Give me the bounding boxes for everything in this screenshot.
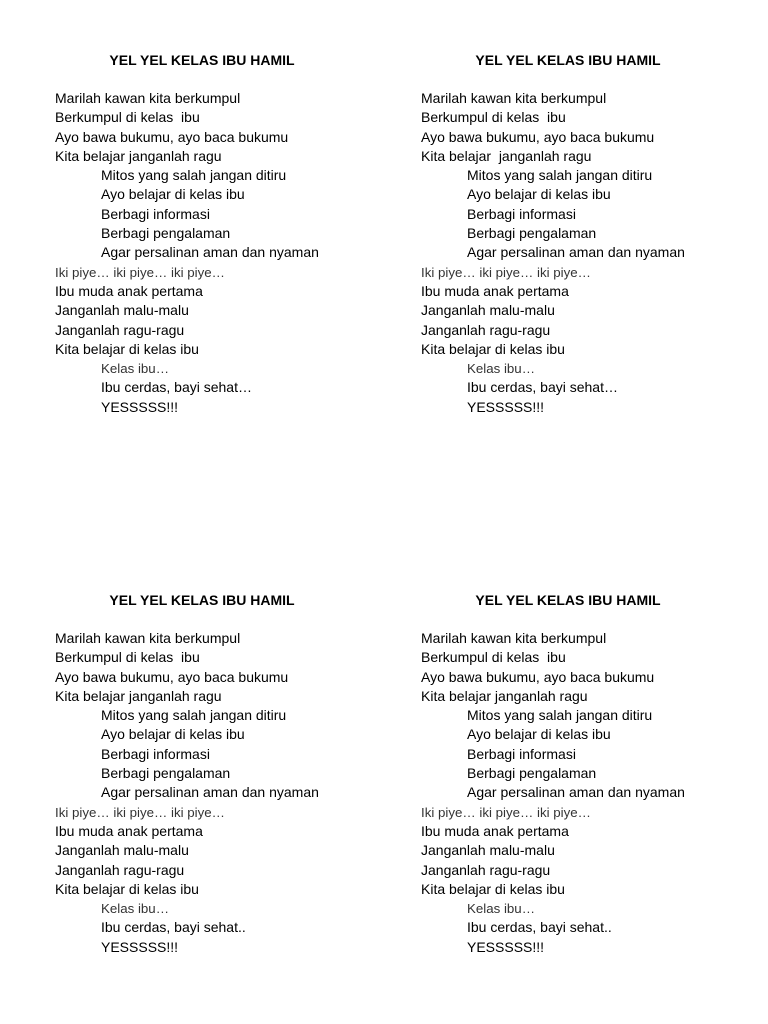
lyric-line: Mitos yang salah jangan ditiru [467, 167, 653, 184]
lyric-line: Kita belajar janganlah ragu [421, 147, 592, 164]
lyric-line: Ayo belajar di kelas ibu [101, 726, 245, 743]
lyric-line: Ibu cerdas, bayi sehat… [101, 379, 252, 396]
lyric-line: Ayo belajar di kelas ibu [101, 186, 245, 203]
lyric-line: Janganlah ragu-ragu [55, 321, 185, 338]
lyrics [55, 629, 385, 957]
song-title: YEL YEL KELAS IBU HAMIL [475, 592, 661, 608]
lyric-line: Berbagi pengalaman [101, 765, 231, 782]
lyric-line: Kita belajar janganlah ragu [421, 687, 588, 704]
lyrics [55, 89, 385, 417]
song-block-top-right [421, 51, 751, 417]
lyric-line: Berbagi informasi [101, 745, 210, 762]
lyric-line: Ayo belajar di kelas ibu [467, 726, 611, 743]
lyric-line: Kelas ibu… [467, 901, 535, 917]
lyric-line: Agar persalinan aman dan nyaman [467, 244, 685, 261]
lyric-line: YESSSSS!!! [467, 398, 545, 415]
lyric-line: Berbagi pengalaman [467, 225, 597, 242]
lyric-line: Ibu cerdas, bayi sehat… [467, 379, 618, 396]
lyric-line: Berkumpul di kelas ibu [421, 649, 566, 666]
lyric-line: Janganlah malu-malu [421, 842, 555, 859]
song-block-bottom-right [421, 591, 751, 957]
song-block-bottom-left [55, 591, 385, 957]
lyric-line: Janganlah ragu-ragu [55, 861, 185, 878]
lyric-line: Ibu muda anak pertama [55, 822, 203, 839]
lyric-line: Kita belajar di kelas ibu [55, 340, 199, 357]
song-title: YEL YEL KELAS IBU HAMIL [109, 52, 295, 68]
lyric-line: Berkumpul di kelas ibu [55, 109, 200, 126]
lyric-line: Janganlah ragu-ragu [421, 861, 551, 878]
lyric-line: Iki piye… iki piye… iki piye… [421, 264, 591, 280]
lyric-line: YESSSSS!!! [101, 398, 179, 415]
lyric-line: Berkumpul di kelas ibu [55, 649, 200, 666]
lyrics [421, 89, 751, 417]
lyric-line: Marilah kawan kita berkumpul [55, 90, 241, 106]
lyric-line: Iki piye… iki piye… iki piye… [55, 804, 225, 820]
lyric-line: Ibu muda anak pertama [421, 822, 569, 839]
lyric-line: Ayo bawa bukumu, ayo baca bukumu [55, 128, 289, 145]
song-title: YEL YEL KELAS IBU HAMIL [109, 592, 295, 608]
lyric-line: Berbagi informasi [101, 205, 210, 222]
lyric-line: Berkumpul di kelas ibu [421, 109, 566, 126]
lyric-line: Agar persalinan aman dan nyaman [101, 784, 319, 801]
lyric-line: Ibu cerdas, bayi sehat.. [101, 919, 246, 936]
lyric-line: Kita belajar di kelas ibu [421, 340, 565, 357]
lyric-line: Kita belajar di kelas ibu [421, 880, 565, 897]
lyric-line: Kelas ibu… [101, 361, 169, 377]
lyric-line: Mitos yang salah jangan ditiru [467, 707, 653, 724]
lyric-line: Ayo bawa bukumu, ayo baca bukumu [55, 668, 289, 685]
lyric-line: Kita belajar janganlah ragu [55, 147, 222, 164]
lyric-line: Marilah kawan kita berkumpul [421, 630, 607, 646]
lyric-line: Ayo belajar di kelas ibu [467, 186, 611, 203]
song-block-top-left [55, 51, 385, 417]
lyric-line: Ayo bawa bukumu, ayo baca bukumu [421, 128, 655, 145]
lyric-line: YESSSSS!!! [467, 938, 545, 955]
lyric-line: Marilah kawan kita berkumpul [421, 90, 607, 106]
lyric-line: Janganlah ragu-ragu [421, 321, 551, 338]
lyric-line: Mitos yang salah jangan ditiru [101, 707, 287, 724]
lyric-line: Janganlah malu-malu [55, 302, 189, 319]
lyric-line: Ibu cerdas, bayi sehat.. [467, 919, 612, 936]
lyric-line: Ibu muda anak pertama [421, 282, 569, 299]
lyric-line: Berbagi pengalaman [467, 765, 597, 782]
lyric-line: Mitos yang salah jangan ditiru [101, 167, 287, 184]
lyric-line: Kelas ibu… [467, 361, 535, 377]
lyric-line: Iki piye… iki piye… iki piye… [421, 804, 591, 820]
lyric-line: Berbagi informasi [467, 205, 576, 222]
lyric-line: Berbagi informasi [467, 745, 576, 762]
lyric-line: Ibu muda anak pertama [55, 282, 203, 299]
lyric-line: Kita belajar janganlah ragu [55, 687, 222, 704]
lyric-line: YESSSSS!!! [101, 938, 179, 955]
lyric-line: Janganlah malu-malu [55, 842, 189, 859]
lyric-line: Agar persalinan aman dan nyaman [467, 784, 685, 801]
lyric-line: Ayo bawa bukumu, ayo baca bukumu [421, 668, 655, 685]
lyric-line: Iki piye… iki piye… iki piye… [55, 264, 225, 280]
lyric-line: Kita belajar di kelas ibu [55, 880, 199, 897]
lyric-line: Agar persalinan aman dan nyaman [101, 244, 319, 261]
lyric-line: Marilah kawan kita berkumpul [55, 630, 241, 646]
lyrics [421, 629, 751, 957]
lyric-line: Berbagi pengalaman [101, 225, 231, 242]
lyric-line: Kelas ibu… [101, 901, 169, 917]
lyric-line: Janganlah malu-malu [421, 302, 555, 319]
song-title: YEL YEL KELAS IBU HAMIL [475, 52, 661, 68]
